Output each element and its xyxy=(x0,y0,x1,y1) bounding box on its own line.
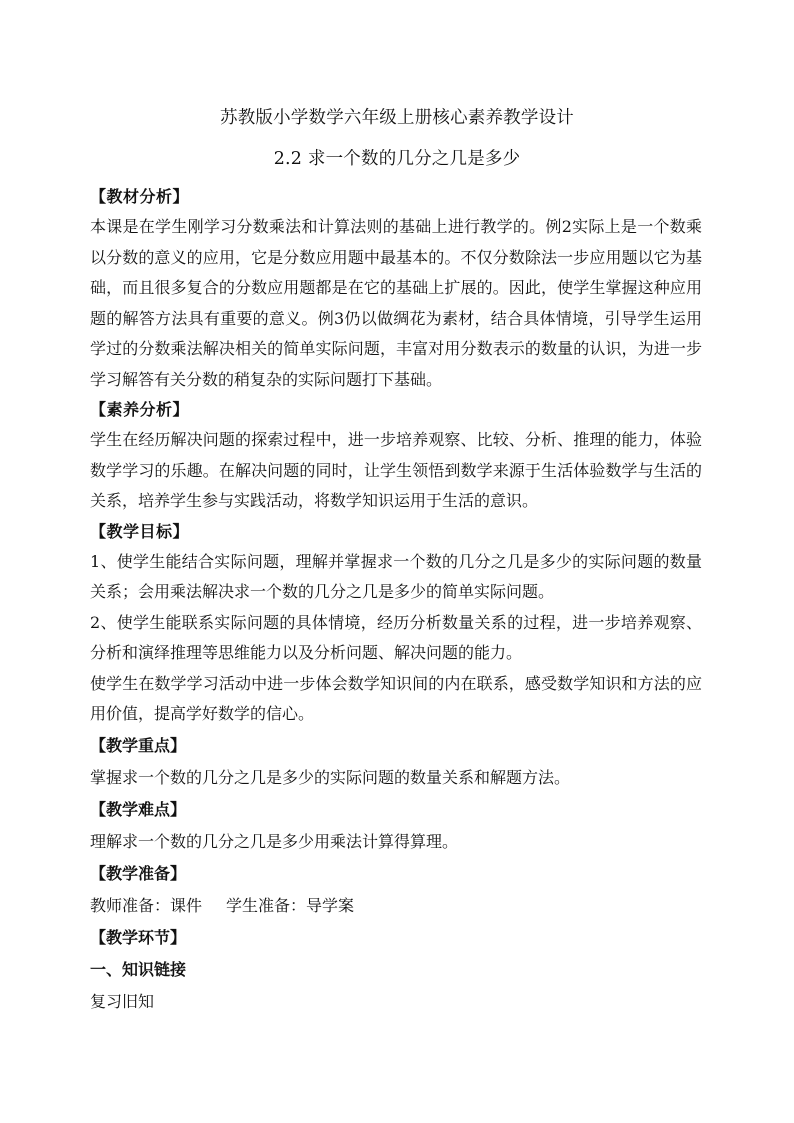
teaching-goal-2: 2、使学生能联系实际问题的具体情境，经历分析数量关系的过程，进一步培养观察、分析和演绎推理等思维能力以及分析问题、解决问题的能力。 xyxy=(90,612,702,662)
difficulty-heading: 【教学难点】 xyxy=(90,799,187,819)
teaching-goal-3: 使学生在数学学习活动中进一步体会数学知识间的内在联系，感受数学知识和方法的应用价值，提高学好数学的信心。 xyxy=(90,673,702,723)
teacher-preparation: 教师准备：课件 xyxy=(90,895,203,915)
key-point-heading: 【教学重点】 xyxy=(90,735,187,755)
key-point-text: 掌握求一个数的几分之几是多少的实际问题的数量关系和解题方法。 xyxy=(90,767,571,787)
lesson-title: 2.2 求一个数的几分之几是多少 xyxy=(273,149,521,169)
document-title: 苏教版小学数学六年级上册核心素养教学设计 xyxy=(220,108,574,128)
preparation-heading: 【教学准备】 xyxy=(90,863,187,883)
literacy-analysis-text: 学生在经历解决问题的探索过程中，进一步培养观察、比较、分析、推理的能力，体验数学学习的乐趣。在解决问题的同时，让学生领悟到数学来源于生活体验数学与生活的关系，培养学生参与实践活动，将数学知识运用于生活的意识。 xyxy=(90,430,702,510)
student-preparation: 学生准备：导学案 xyxy=(226,895,355,915)
step-1-title: 一、知识链接 xyxy=(90,959,187,979)
difficulty-text: 理解求一个数的几分之几是多少用乘法计算得算理。 xyxy=(90,831,459,851)
preparation-line xyxy=(90,890,702,922)
teaching-goals-heading: 【教学目标】 xyxy=(90,521,190,541)
textbook-analysis-heading: 【教材分析】 xyxy=(90,187,190,206)
teaching-goal-1: 1、使学生能结合实际问题，理解并掌握求一个数的几分之几是多少的实际问题的数量关系；会用乘法解决求一个数的几分之几是多少的简单实际问题。 xyxy=(90,551,702,601)
step-1-subtitle: 复习旧知 xyxy=(90,991,155,1011)
textbook-analysis-text: 本课是在学生刚学习分数乘法和计算法则的基础上进行教学的。例2实际上是一个数乘以分数的意义的应用，它是分数应用题中最基本的。不仅分数除法一步应用题以它为基础，而且很多复合的分数应用题都是在它的基础上扩展的。因此，使学生掌握这种应用题的解答方法具有重要的意义。例3仍以做绸花为素材，结合具体情境，引导学生运用学过的分数乘法解决相关的简单实际问题，丰富对用分数表示的数量的认识，为进一步学习解答有关分数的稍复杂的实际问题打下基础。 xyxy=(90,217,702,389)
teaching-steps-heading: 【教学环节】 xyxy=(90,927,187,947)
document-body xyxy=(90,182,702,1018)
literacy-analysis-heading: 【素养分析】 xyxy=(90,400,190,419)
